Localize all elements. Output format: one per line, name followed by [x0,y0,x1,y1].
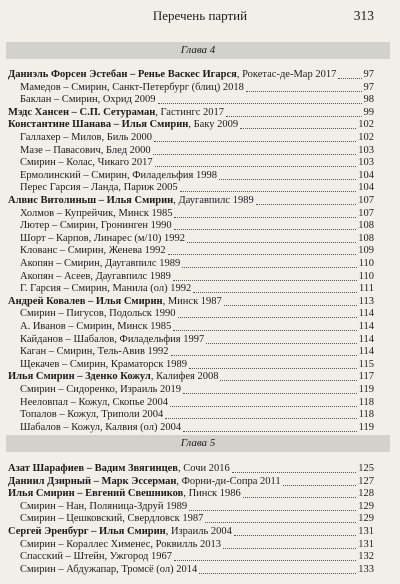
toc-entry-text: Смирин – Нан, Поляница-Здруй 1989 [20,500,188,512]
toc-page-number: 104 [358,182,374,194]
toc-entry-text: Клованс – Смирин, Женева 1992 [20,245,166,257]
toc-entry-text [8,475,281,488]
toc-entry-players: Алвис Витолиньш – Илья Смирин [8,195,174,206]
toc-page-number: 114 [358,346,374,358]
toc-entry-text: Акопян – Смирин, Даугавпилс 1989 [20,258,181,269]
dot-leader [183,418,356,432]
toc-page-number: 102 [358,119,374,131]
toc-entry-text: Каган – Смирин, Тель-Авив 1992 [20,346,169,358]
toc-entry-event: , Калифея 2008 [150,371,219,383]
running-header [0,6,400,26]
toc-page-number: 104 [358,169,374,181]
toc-page-number: 108 [358,232,374,244]
toc-entry-text: Мазе – Павасович, Блед 2000 [20,144,151,156]
toc-page-number: 113 [358,295,374,307]
toc-entry-text: Смирин – Абдужапар, Тромсё (ол) 2014 [20,563,198,575]
toc-entry-text: Нееловпал – Кожул, Скопье 2004 [20,396,168,408]
toc-entry-text: Перес Гарсия – Ланда, Париж 2005 [20,182,178,194]
toc-page-number: 119 [358,421,374,433]
toc-entry-text: Акопян – Асеев, Даугавпилс 1989 [20,270,171,282]
toc-entry-text: Баклан – Смирин, Охрид 2009 [20,94,156,106]
toc-page-number: 114 [358,333,374,345]
toc-page-number: 131 [358,538,374,550]
toc-entry-text: Смирин – Колас, Чикаго 2017 [20,157,153,169]
toc-entry-text: Кайданов – Шабалов, Филадельфия 1997 [20,333,205,345]
toc-entry-event: , Форни-ди-Сопра 2011 [176,475,281,487]
running-title: Перечень партий [152,8,248,23]
toc-page-number: 111 [359,283,374,295]
toc-page-number: 107 [358,207,374,219]
toc-entry-players: Андрей Ковалев – Илья Смирин [8,295,163,307]
toc-game-entry [0,421,400,434]
toc-page-number: 115 [358,358,374,370]
toc-page-number: 109 [358,245,374,257]
toc-page-number: 117 [358,371,374,383]
toc-entry-players: Даниэль Форсен Эстебан – Ренье Васкес Игарся [8,69,237,80]
toc-page-number: 127 [358,475,374,487]
toc-page-number: 97 [363,69,374,80]
toc-page-number: 110 [358,270,374,282]
toc-page-number: 118 [358,409,374,421]
toc-entry-players: Даниил Дзирный – Марк Эсcерман [8,475,177,487]
toc-entry-event: , Израиль 2004 [165,526,232,537]
toc-entry-event: , Баку 2009 [188,119,239,131]
toc-entry-text: Щекачев – Смирин, Краматорск 1989 [20,358,188,370]
toc-entry-text: Мамедов – Смирин, Санкт-Петербург (блиц) 2018 [20,81,244,93]
toc-entry-event: , Пинск 1986 [183,488,241,500]
toc-page-number: 119 [358,384,374,395]
toc-entry-text [8,525,232,538]
toc-entry-event: , Рокетас-де-Мар 2017 [236,69,337,80]
toc-page-number: 114 [358,308,374,320]
toc-page-number: 129 [358,500,374,512]
toc-page-number: 131 [358,526,374,537]
toc-entry-players: Илья Смирин – Зденко Кожул [8,371,151,383]
toc-entry-text: Спасский – Штейн, Ужгород 1967 [20,551,172,563]
toc-entry-event: , Сочи 2016 [177,463,230,474]
toc-page-number: 103 [358,144,374,156]
toc-page-number: 110 [358,258,374,269]
toc-page-number: 133 [358,563,374,575]
toc-entry-text: Г. Гарсия – Смирин, Манила (ол) 1992 [20,283,192,295]
toc-page-number: 129 [358,513,374,525]
toc-entry-players: Илья Смирин – Евгений Свешников [8,488,184,500]
toc-entry-event: , Даугавпилс 1989 [173,195,254,206]
toc-game-entry [0,563,400,576]
chapter-5-heading: Глава 5 [6,435,390,452]
toc-entry-text: Шорт – Карпов, Линарес (м/10) 1992 [20,232,186,244]
toc-entry-text: Смирин – Сидоренко, Израиль 2019 [20,384,181,395]
chapter-4-heading: Глава 4 [6,42,390,59]
toc-page-number: 114 [358,321,374,332]
toc-entry-text: Галлахер – Милов, Биль 2000 [20,132,153,143]
toc-entry-text [8,462,230,475]
toc-entry-event: , Минск 1987 [162,295,222,307]
toc-page-number: 107 [358,195,374,206]
toc-entry-text: А. Иванов – Смирин, Минск 1985 [20,321,172,332]
toc-entry-event: , Гастингс 2017 [155,106,225,118]
toc-page-number: 98 [363,94,374,106]
toc-entry-text: Топалов – Кожул, Триполи 2004 [20,409,164,421]
page-number: 313 [353,8,374,23]
toc-page-number: 108 [358,220,374,232]
toc-page-number: 102 [358,132,374,143]
toc-page-number: 118 [358,396,374,408]
dot-leader [199,560,356,574]
toc-page-number: 99 [363,106,374,118]
toc-page-number: 97 [363,81,374,93]
toc-entry-text: Лютер – Смирин, Гронинген 1990 [20,220,172,232]
toc-page-number: 103 [358,157,374,169]
toc-entry-players: Мэдс Хансен – С.П. Сетураман [8,106,156,118]
toc-page-number: 125 [358,463,374,474]
toc-entry-text: Ермолинский – Смирин, Филадельфия 1998 [20,169,217,181]
toc-entry-players: Константине Шанава – Илья Смирин [8,119,189,131]
toc-page-number: 132 [358,551,374,563]
toc-entry-players: Сергей Эренбург – Илья Смирин [8,526,166,537]
toc-entry-text: Шабалов – Кожул, Калвия (ол) 2004 [20,421,182,433]
toc-page-number: 128 [358,488,374,500]
toc-entry-text [8,106,224,119]
toc-entry-players: Азат Шарафиев – Вадим Звягинцев [8,463,178,474]
toc-entry-text: Холмов – Купрейчик, Минск 1985 [20,207,173,219]
toc-entry-text: Смирин – Пигусов, Подольск 1990 [20,308,176,320]
toc-entry-text: Смирин – Цешковский, Свердловск 1987 [20,513,204,525]
toc-entry-text: Смирин – Кораллес Хименес, Роквилль 2013 [20,538,222,550]
